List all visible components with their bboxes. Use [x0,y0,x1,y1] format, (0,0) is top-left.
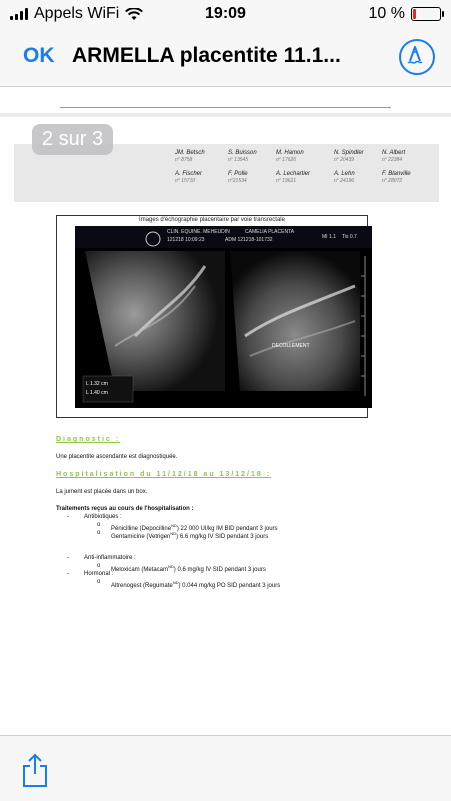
battery-level [413,9,416,19]
scan-clinic: CLIN. EQUINE. MEHEUDIN [167,229,230,235]
page-rule [60,107,391,108]
drug-dosage: ) 0.044 mg/kg PO SID pendant 3 jours [178,583,281,589]
clock: 19:09 [205,5,246,22]
doctor-entry [175,171,202,185]
battery-status [369,5,441,23]
doctor-entry [382,171,411,185]
diagnostic-heading: Diagnostic : [56,436,121,443]
doctor-name: M. Hamon [276,150,304,156]
nd-mark: ND [168,564,174,569]
bullet-circle: o [97,563,101,569]
doctor-number: n° 15710 [175,178,196,184]
hormonal-label: Hormonal : [84,571,114,577]
page-indicator: 2 sur 3 [32,124,113,155]
doctor-name: F. Blanville [382,171,411,177]
hospitalisation-text: La jument est placée dans un box. [56,489,148,495]
battery-icon [411,7,441,21]
drug-dosage: ) 22 000 UI/kg IM BID pendant 3 jours [176,526,278,532]
nd-mark: ND [171,523,177,528]
antiinflammatory-label: Anti-inflammatoire : [84,555,136,561]
scan-tis: Tis 0.7 [342,234,357,240]
scan-label: DECOLLEMENT [272,343,310,349]
doctor-entry [382,150,405,164]
doctor-name: A. Lechartier [276,171,311,177]
document-viewer[interactable] [0,87,451,735]
markup-pen-icon [399,39,431,71]
doctor-number: n° 8758 [175,157,193,163]
doctor-number: n° 17626 [276,157,297,163]
antibiotics-label: Antibiotiques : [84,514,122,520]
navigation-bar [0,30,451,87]
hormonal-1 [111,579,280,590]
doctor-entry [276,171,310,185]
bullet-circle: o [97,522,101,528]
doctor-entry [228,150,257,164]
document-page [0,117,451,735]
share-button[interactable] [20,752,50,788]
drug-dosage: ) 0.6 mg/kg IV SID pendant 3 jours [173,567,266,573]
doctor-name: JM. Betsch [175,150,205,156]
doctor-number: n°21534 [228,178,247,184]
bullet-circle: o [97,530,101,536]
drug-name: Gentamicine (Vetrigen [111,534,171,540]
doctor-name: S. Buisson [228,150,257,156]
document-title: ARMELLA placentite 11.1... [72,44,341,67]
antiinflammatory-1 [111,563,266,574]
share-icon [20,752,50,788]
doctor-number: n° 13545 [228,157,249,163]
ultrasound-scan [75,226,372,408]
doctor-entry [334,171,355,185]
doctor-number: n° 22384 [382,157,403,163]
doctor-name: N. Albert [382,150,406,156]
drug-name: Pénicilline (Depocilline [111,526,172,532]
drug-name: Meloxicam (Metacam [111,567,169,573]
doctor-number: n° 28072 [382,178,403,184]
status-bar [0,0,451,30]
doctor-number: n° 20439 [334,157,355,163]
treatments-heading: Traitements reçus au cours de l'hospitalisation : [56,506,194,512]
ultrasound-image [75,226,372,408]
bullet-dash: - [67,555,69,561]
battery-percent: 10 % [368,5,405,22]
bullet-dash: - [67,514,69,520]
ok-button[interactable]: OK [23,44,55,67]
scan-adm: ADM 121218-101732 [225,237,273,243]
scan-measure-2: L 1.40 cm [86,390,108,396]
carrier-label: Appels WiFi [34,5,120,22]
scan-measure-1: L 1.32 cm [86,381,108,387]
doctor-entry [334,150,364,164]
hospitalisation-heading: Hospitalisation du 11/12/18 au 13/12/18 : [56,471,272,478]
nd-mark: ND [170,531,177,536]
bullet-dash: - [67,571,69,577]
doctor-entry [276,150,304,164]
doctor-name: N. Spindler [334,150,364,156]
doctor-number: n° 19621 [276,178,297,184]
doctor-name: A. Lehn [334,171,355,177]
scan-mi: MI 1.1 [322,234,336,240]
drug-dosage: ) 6.6 mg/kg IV SID pendant 3 jours [176,534,269,540]
ultrasound-caption: Images d'échographie placentaire par voie transrectale [139,217,285,223]
nd-mark: ND [172,580,179,585]
previous-page-bottom [0,87,451,113]
bullet-circle: o [97,579,101,585]
antibiotic-2 [111,530,268,541]
diagnostic-text: Une placentite ascendante est diagnostiquée. [56,454,178,460]
doctor-entry [175,150,205,164]
doctor-number: n° 24196 [334,178,355,184]
doctor-name: F. Polle [228,171,248,177]
markup-button[interactable] [399,39,435,75]
scan-patient: CAMELIA PLACENTA [245,229,295,235]
doctor-name: A. Fischer [175,171,203,177]
scan-date: 121218 10:09:23 [167,237,205,243]
ultrasound-figure [56,215,368,418]
doctor-entry [228,171,248,185]
bottom-toolbar [0,735,451,801]
drug-name: Altrenogest (Regumate [111,583,173,589]
